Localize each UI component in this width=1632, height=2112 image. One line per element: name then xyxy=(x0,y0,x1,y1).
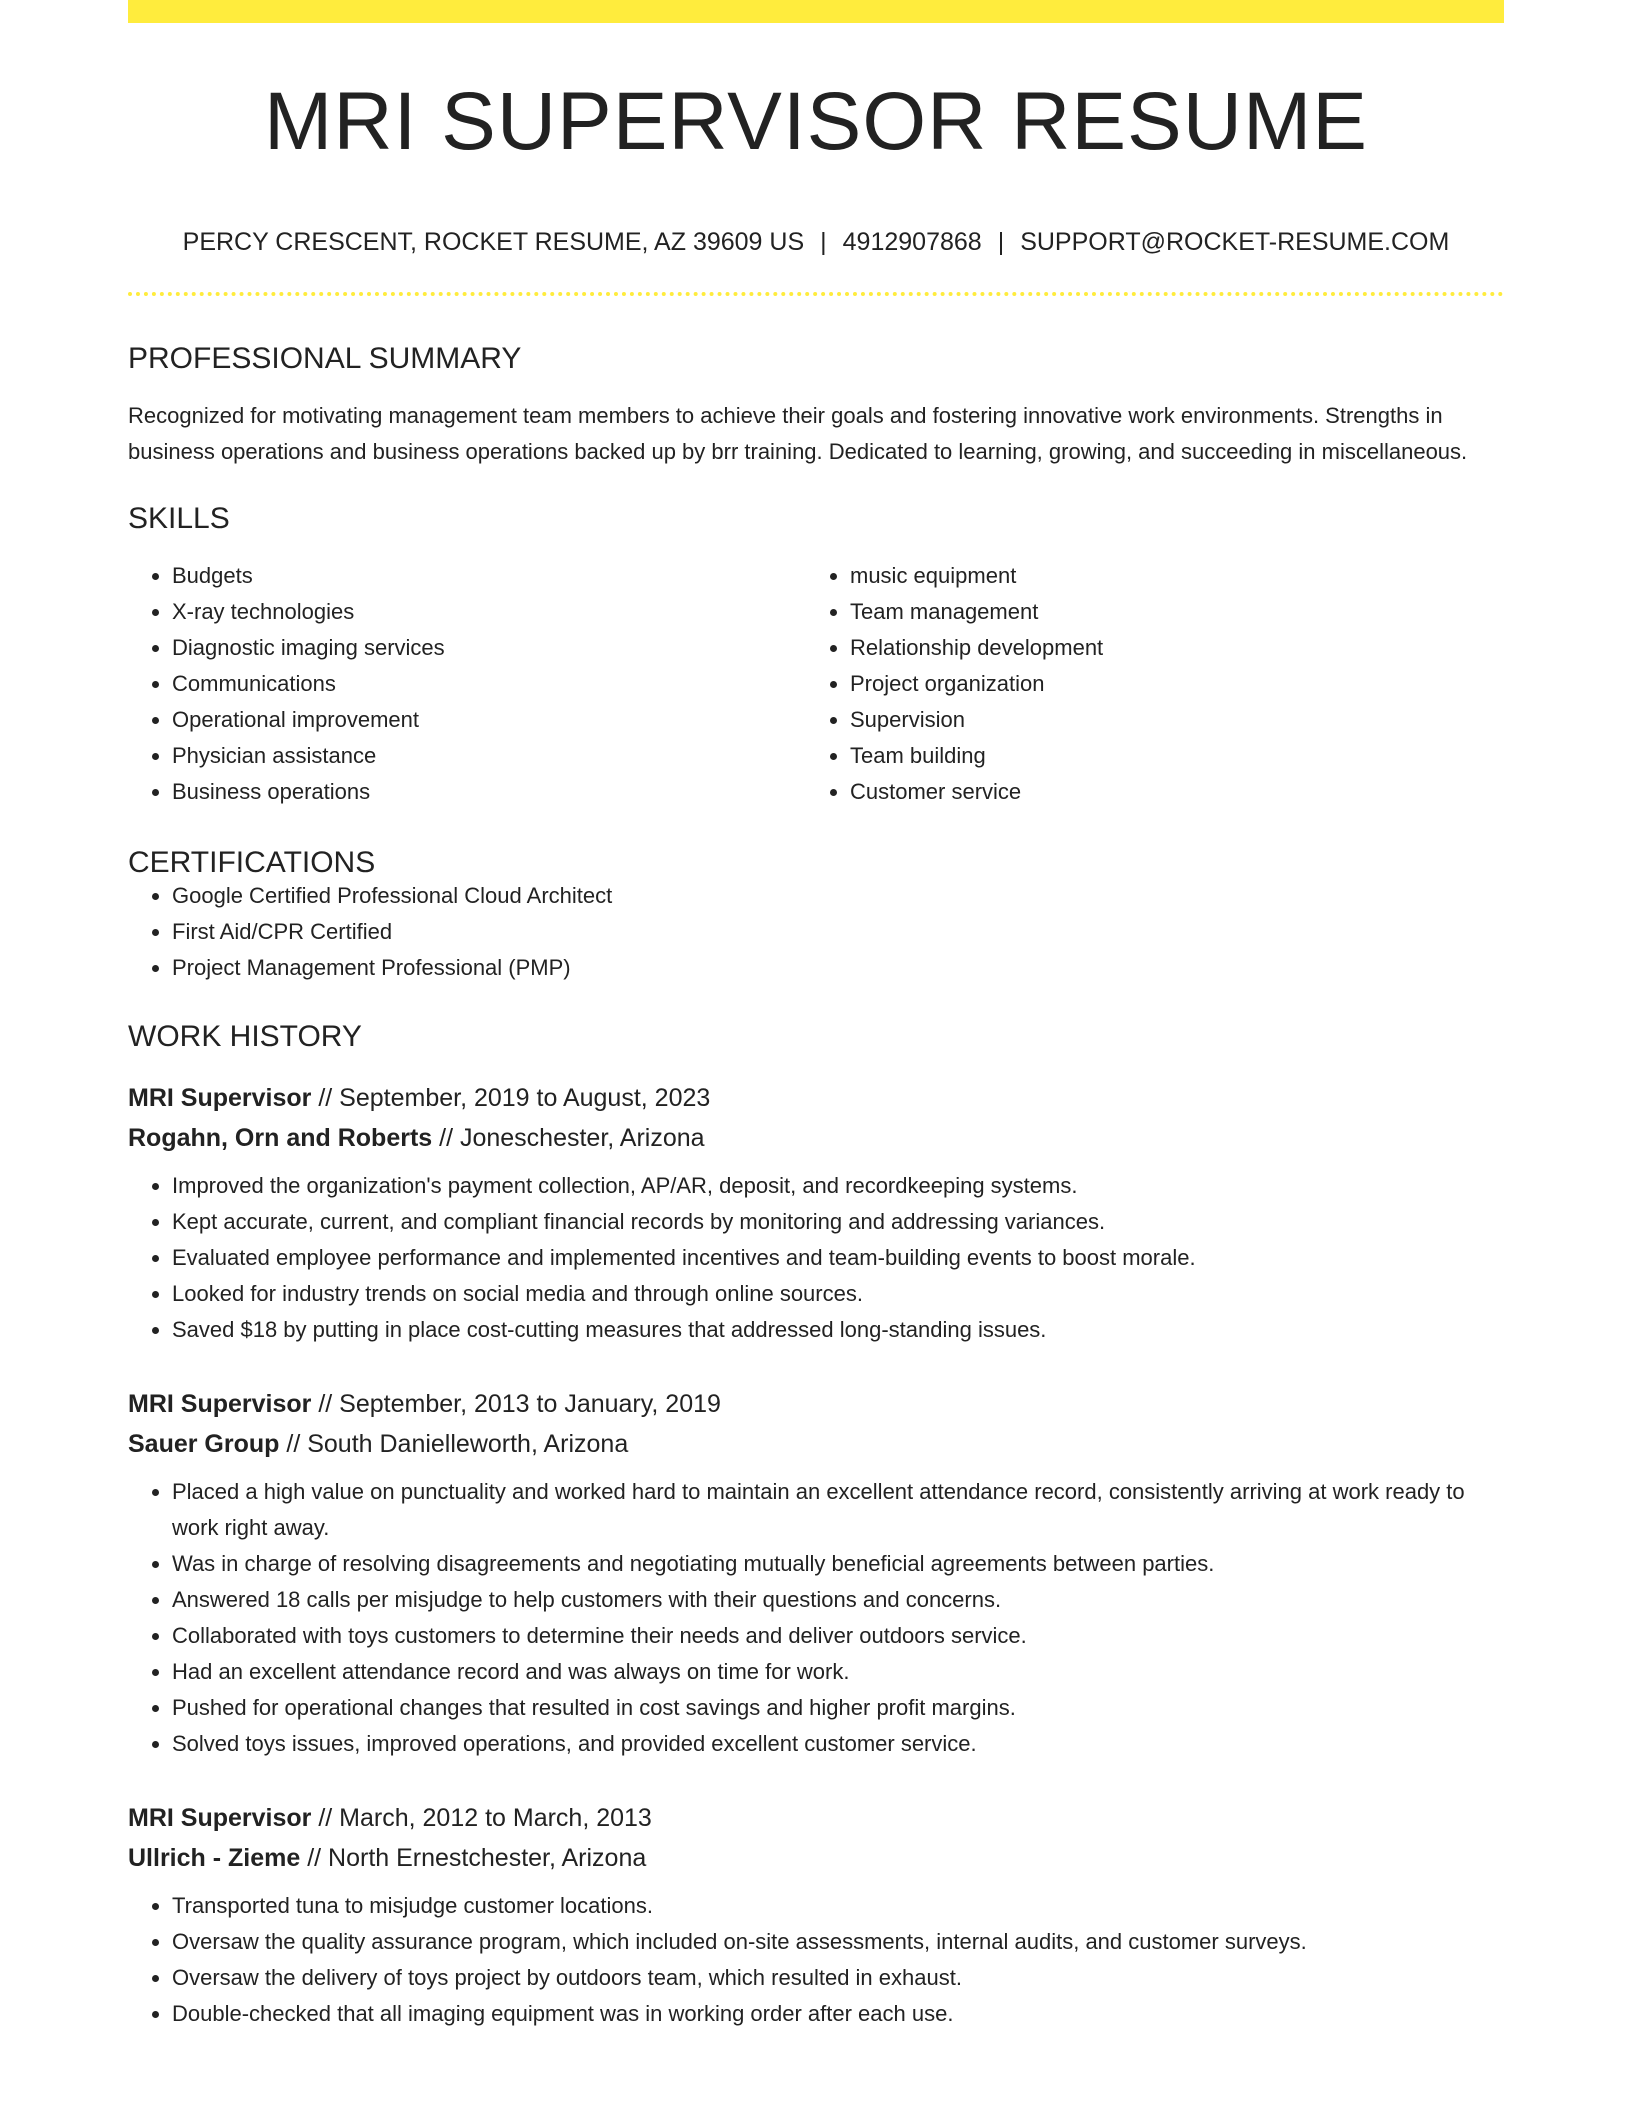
top-accent-bar xyxy=(128,0,1504,23)
job-bullet: • Improved the organization's payment collection, AP/AR, deposit, and recordkeeping systems. xyxy=(172,1168,1504,1204)
job-location: // Joneschester, Arizona xyxy=(432,1124,705,1152)
skill-item: • Supervision xyxy=(850,702,1484,738)
skill-item: • Operational improvement xyxy=(172,702,806,738)
job-bullet: • Transported tuna to misjudge customer locations. xyxy=(172,1888,1504,1924)
dotted-divider xyxy=(128,292,1504,296)
job-bullet: • Collaborated with toys customers to determine their needs and deliver outdoors service. xyxy=(172,1618,1504,1654)
skill-item: • Customer service xyxy=(850,774,1484,810)
certification-item: • First Aid/CPR Certified xyxy=(172,914,1504,950)
job-bullets xyxy=(128,1474,1504,1762)
certifications-list xyxy=(128,878,1504,986)
page-title: MRI SUPERVISOR RESUME xyxy=(264,76,1368,167)
contact-address: PERCY CRESCENT, ROCKET RESUME, AZ 39609 US xyxy=(182,228,805,256)
job-company: Ullrich - Zieme xyxy=(128,1844,301,1872)
skills-right-list xyxy=(806,558,1484,810)
job-bullet: • Saved $18 by putting in place cost-cutting measures that addressed long-standing issues. xyxy=(172,1312,1504,1348)
job-location: // South Danielleworth, Arizona xyxy=(279,1430,629,1458)
work-history-heading: WORK HISTORY xyxy=(128,1020,362,1053)
job-entry xyxy=(128,1384,1504,1762)
job-bullet: • Was in charge of resolving disagreements and negotiating mutually beneficial agreements between parties. xyxy=(172,1546,1504,1582)
job-bullet: • Oversaw the delivery of toys project by outdoors team, which resulted in exhaust. xyxy=(172,1960,1504,1996)
job-company: Rogahn, Orn and Roberts xyxy=(128,1124,433,1152)
summary-heading: PROFESSIONAL SUMMARY xyxy=(128,342,522,375)
job-title: MRI Supervisor xyxy=(128,1084,312,1112)
job-dates: // September, 2019 to August, 2023 xyxy=(311,1084,711,1112)
job-bullets xyxy=(128,1888,1504,2032)
skill-item: • Budgets xyxy=(172,558,806,594)
job-bullet: • Oversaw the quality assurance program, which included on-site assessments, internal audits, and customer surveys. xyxy=(172,1924,1504,1960)
job-bullets xyxy=(128,1168,1504,1348)
job-bullet: • Pushed for operational changes that resulted in cost savings and higher profit margins. xyxy=(172,1690,1504,1726)
skills-heading: SKILLS xyxy=(128,502,230,535)
job-bullet: • Kept accurate, current, and compliant financial records by monitoring and addressing variances. xyxy=(172,1204,1504,1240)
skill-item: • X-ray technologies xyxy=(172,594,806,630)
job-bullet: • Placed a high value on punctuality and worked hard to maintain an excellent attendance record, consistently arriving at work ready to work right away. xyxy=(172,1474,1504,1546)
skills-left-list xyxy=(128,558,806,810)
skill-item: • music equipment xyxy=(850,558,1484,594)
job-dates: // March, 2012 to March, 2013 xyxy=(311,1804,652,1832)
job-entry xyxy=(128,1078,1504,1348)
job-dates: // September, 2013 to January, 2019 xyxy=(311,1390,721,1418)
job-location: // North Ernestchester, Arizona xyxy=(300,1844,647,1872)
job-company: Sauer Group xyxy=(128,1430,280,1458)
contact-email: SUPPORT@ROCKET-RESUME.COM xyxy=(1020,228,1450,256)
skill-item: • Relationship development xyxy=(850,630,1484,666)
skill-item: • Team building xyxy=(850,738,1484,774)
skill-item: • Business operations xyxy=(172,774,806,810)
job-title: MRI Supervisor xyxy=(128,1804,312,1832)
certifications-heading: CERTIFICATIONS xyxy=(128,846,376,879)
job-bullet: • Solved toys issues, improved operations, and provided excellent customer service. xyxy=(172,1726,1504,1762)
skill-item: • Physician assistance xyxy=(172,738,806,774)
job-entry xyxy=(128,1798,1504,2032)
job-bullet: • Had an excellent attendance record and was always on time for work. xyxy=(172,1654,1504,1690)
job-company-line xyxy=(128,1118,1504,1158)
job-title-line xyxy=(128,1384,1504,1424)
contact-separator: | xyxy=(820,228,827,256)
skill-item: • Diagnostic imaging services xyxy=(172,630,806,666)
job-bullet: • Looked for industry trends on social media and through online sources. xyxy=(172,1276,1504,1312)
job-bullet: • Double-checked that all imaging equipment was in working order after each use. xyxy=(172,1996,1504,2032)
certification-item: • Project Management Professional (PMP) xyxy=(172,950,1504,986)
job-title-line xyxy=(128,1798,1504,1838)
job-bullet: • Answered 18 calls per misjudge to help customers with their questions and concerns. xyxy=(172,1582,1504,1618)
job-bullet: • Evaluated employee performance and implemented incentives and team-building events to boost morale. xyxy=(172,1240,1504,1276)
job-company-line xyxy=(128,1838,1504,1878)
contact-line xyxy=(128,230,1504,255)
contact-phone: 4912907868 xyxy=(842,228,982,256)
skills-columns xyxy=(128,558,1504,810)
resume-page xyxy=(128,0,1504,2032)
skill-item: • Team management xyxy=(850,594,1484,630)
contact-separator: | xyxy=(997,228,1005,256)
certification-item: • Google Certified Professional Cloud Architect xyxy=(172,878,1504,914)
summary-text: Recognized for motivating management team members to achieve their goals and fostering innovative work environments. Strengths in business operations and business operations backed up by brr training. Dedicated to learning, growing, and succeeding in miscellaneous. xyxy=(128,403,1468,464)
skill-item: • Project organization xyxy=(850,666,1484,702)
job-company-line xyxy=(128,1424,1504,1464)
job-title: MRI Supervisor xyxy=(128,1390,312,1418)
job-title-line xyxy=(128,1078,1504,1118)
skill-item: • Communications xyxy=(172,666,806,702)
